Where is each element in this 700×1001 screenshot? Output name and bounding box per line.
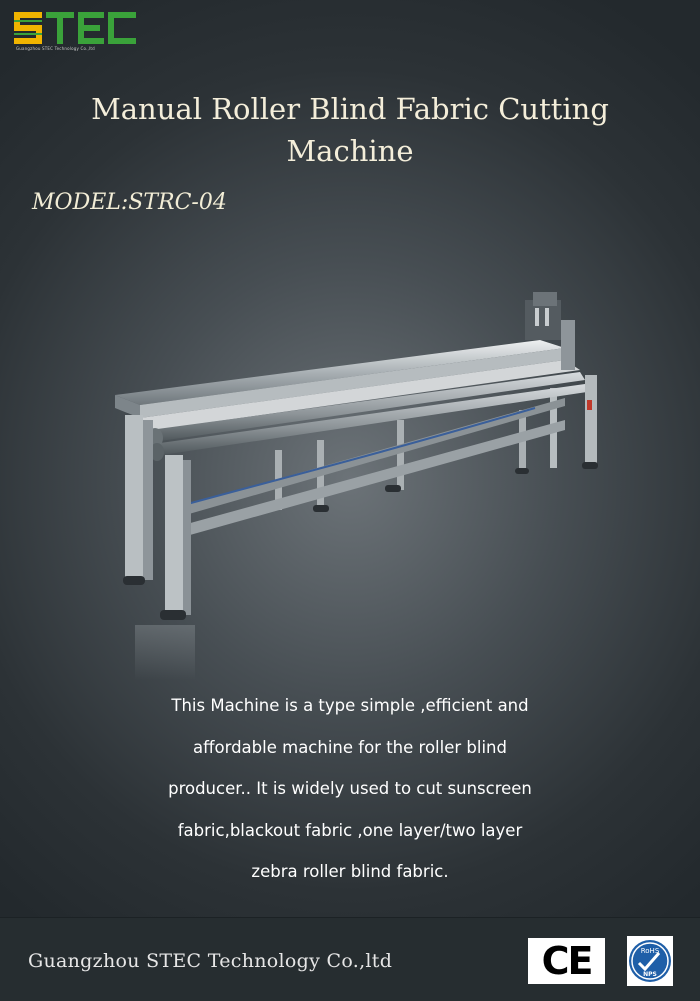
company-logo xyxy=(14,12,138,52)
cutting-machine-image xyxy=(95,280,615,680)
model-number: MODEL:STRC-04 xyxy=(32,190,227,215)
company-name: Guangzhou STEC Technology Co.,ltd xyxy=(28,950,393,972)
description-line: zebra roller blind fabric. xyxy=(251,862,449,881)
rohs-badge-icon xyxy=(627,936,673,986)
footer-bar xyxy=(0,917,700,1001)
description-line: fabric,blackout fabric ,one layer/two layer xyxy=(177,820,523,840)
title-line-2: Machine xyxy=(286,134,414,168)
description-line: producer.. It is widely used to cut sunscreen xyxy=(168,779,532,798)
logo-tagline: Guangzhou STEC Technology Co.,ltd xyxy=(16,46,95,51)
description-line: This Machine is a type simple ,efficient and xyxy=(171,696,529,715)
product-description xyxy=(110,685,590,893)
ce-mark-icon: CE xyxy=(528,938,605,984)
nps-label: NPS xyxy=(643,971,657,978)
stec-logo-icon xyxy=(14,12,138,44)
page-title xyxy=(40,88,660,172)
rohs-label: RoHS xyxy=(640,947,660,955)
title-line-1: Manual Roller Blind Fabric Cutting xyxy=(91,92,609,126)
description-line: affordable machine for the roller blind xyxy=(193,737,507,757)
